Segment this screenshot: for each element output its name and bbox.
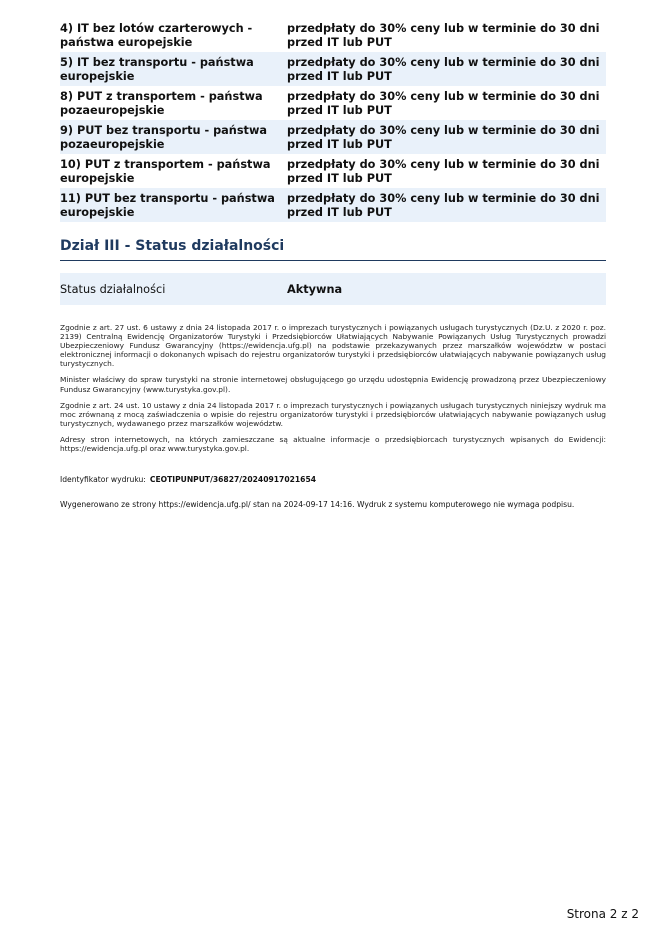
printout-identifier	[60, 475, 606, 484]
row-value: przedpłaty do 30% ceny lub w terminie do 30 dni przed IT lub PUT	[287, 158, 600, 185]
table-row	[60, 120, 606, 154]
document-body	[60, 18, 606, 509]
legal-note: Zgodnie z art. 27 ust. 6 ustawy z dnia 24 listopada 2017 r. o imprezach turystycznych i powiązanych usługach turystycznych (Dz.U. z 2020 r. poz. 2139) Centralną Ewidencję Organizatorów Turystyki i Przedsiębiorców Ułatwiających Nabywanie Powiązanych Usług Turystycznych prowadzi Ubezpieczeniowy Fundusz Gwarancyjny (https://ewidencja.ufg.pl) na podstawie przekazywanych przez marszałków województw w postaci elektronicznej informacji o dokonanych wpisach do rejestru organizatorów turystyki i przedsiębiorców ułatwiających nabywanie powiązanych usług turystycznych.	[60, 323, 606, 369]
row-label: 5) IT bez transportu - państwa europejskie	[60, 56, 254, 83]
table-row	[60, 188, 606, 222]
legal-notes	[60, 323, 606, 453]
row-value: przedpłaty do 30% ceny lub w terminie do 30 dni przed IT lub PUT	[287, 90, 600, 117]
table-row	[60, 52, 606, 86]
row-label: 4) IT bez lotów czarterowych - państwa europejskie	[60, 22, 253, 49]
row-label: 11) PUT bez transportu - państwa europejskie	[60, 192, 275, 219]
row-value: przedpłaty do 30% ceny lub w terminie do 30 dni przed IT lub PUT	[287, 124, 600, 151]
row-value: przedpłaty do 30% ceny lub w terminie do 30 dni przed IT lub PUT	[287, 56, 600, 83]
row-label: 9) PUT bez transportu - państwa pozaeuropejskie	[60, 124, 268, 151]
generated-note: Wygenerowano ze strony https://ewidencja.ufg.pl/ stan na 2024-09-17 14:16. Wydruk z systemu komputerowego nie wymaga podpisu.	[60, 500, 575, 510]
page-number: Strona 2 z 2	[566, 907, 639, 921]
legal-note: Zgodnie z art. 24 ust. 10 ustawy z dnia 24 listopada 2017 r. o imprezach turystycznych i powiązanych usługach turystycznych niniejszy wydruk ma moc zrównaną z mocą zaświadczenia o wpisie do rejestru organizatorów turystyki i przedsiębiorców ułatwiających nabywanie powiązanych usług turystycznych, wydawanego przez marszałków województw.	[60, 400, 606, 428]
status-label: Status działalności	[60, 282, 166, 296]
table-row	[60, 86, 606, 120]
row-label: 10) PUT z transportem - państwa europejskie	[60, 158, 271, 185]
legal-note: Adresy stron internetowych, na których zamieszczane są aktualne informacje o przedsiębiorcach turystycznych wpisanych do Ewidencji: https://ewidencja.ufg.pl oraz www.turystyka.gov.pl.	[60, 434, 606, 454]
table-row	[60, 154, 606, 188]
status-row	[60, 273, 606, 305]
legal-note: Minister właściwy do spraw turystyki na stronie internetowej obsługującego go urzędu udostępnia Ewidencję prowadzoną przez Ubezpieczeniowy Fundusz Gwarancyjny (www.turystyka.gov.pl).	[60, 375, 606, 394]
row-value: przedpłaty do 30% ceny lub w terminie do 30 dni przed IT lub PUT	[287, 192, 600, 219]
row-value: przedpłaty do 30% ceny lub w terminie do 30 dni przed IT lub PUT	[287, 22, 600, 49]
row-label: 8) PUT z transportem - państwa pozaeuropejskie	[60, 90, 263, 117]
table-row	[60, 18, 606, 52]
status-value: Aktywna	[287, 282, 343, 296]
conditions-table	[60, 18, 606, 222]
section-title: Dział III - Status działalności	[60, 238, 606, 261]
identifier-label: Identyfikator wydruku:	[60, 475, 146, 485]
identifier-value: CEOTIPUNPUT/36827/20240917021654	[149, 475, 317, 485]
